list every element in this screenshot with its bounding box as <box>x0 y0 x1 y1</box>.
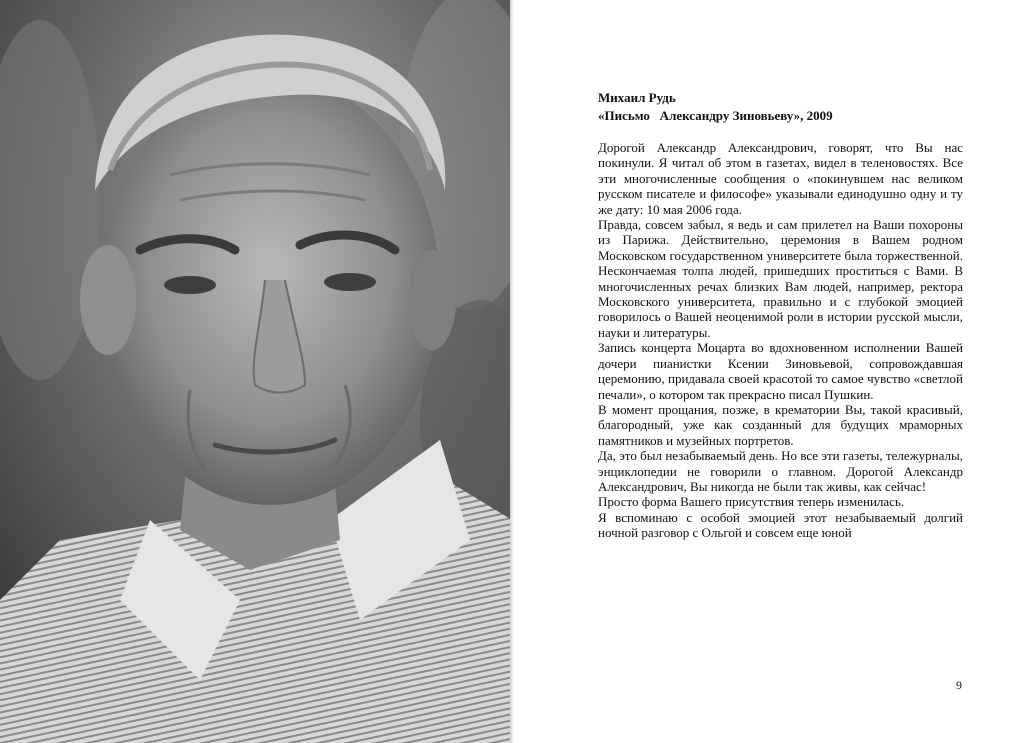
paragraph: Да, это был незабываемый день. Но все эти газеты, тележурналы, энциклопедии не говорили о главном. Дорогой Александр Александрович, Вы никогда не были так живы, как сейчас! <box>598 448 963 494</box>
paragraph: Запись концерта Моцарта во вдохновенном исполнении Вашей дочери пианистки Ксении Зиновьевой, сопровождавшая церемонию, придавала своей красотой то самое чувство «светлой печали», о котором так прекрасно писал Пушкин. <box>598 340 963 402</box>
paragraph: Правда, совсем забыл, я ведь и сам прилетел на Ваши похороны из Парижа. Действительно, церемония в Вашем родном Московском государственном университете была торжественной. Нескончаемая толпа людей, пришедших проститься с Вами. В многочисленных речах близких Вам людей, например, ректора Московского университета, правильно и с глубокой эмоцией говорилось о Вашей неоценимой роли в истории русской мысли, науки и литературы. <box>598 217 963 340</box>
paragraph: В момент прощания, позже, в крематории Вы, такой красивый, благородный, уже как созданный для будущих мраморных памятников и музейных портретов. <box>598 401 963 448</box>
paragraph: Просто форма Вашего присутствия теперь изменилась. <box>598 494 905 510</box>
text-page <box>514 0 1024 743</box>
paragraph: Я вспоминаю с особой эмоцией этот незабываемый долгий ночной разговор с Ольгой и совсем еще юной <box>598 509 963 541</box>
letter-title: «Письмо Александру Зиновьеву», 2009 <box>598 108 833 123</box>
paragraph: Дорогой Александр Александрович, говорят, что Вы нас покинули. Я читал об этом в газетах, видел в теленовостях. Все эти многочисленные сообщения о «покинувшем нас великом русском писателе и философе» указывали единодушно одну и ту же дату: 10 мая 2006 года. <box>598 140 963 217</box>
letter-body <box>598 140 963 541</box>
author-name: Михаил Рудь <box>598 90 676 105</box>
page-number: 9 <box>956 678 962 692</box>
